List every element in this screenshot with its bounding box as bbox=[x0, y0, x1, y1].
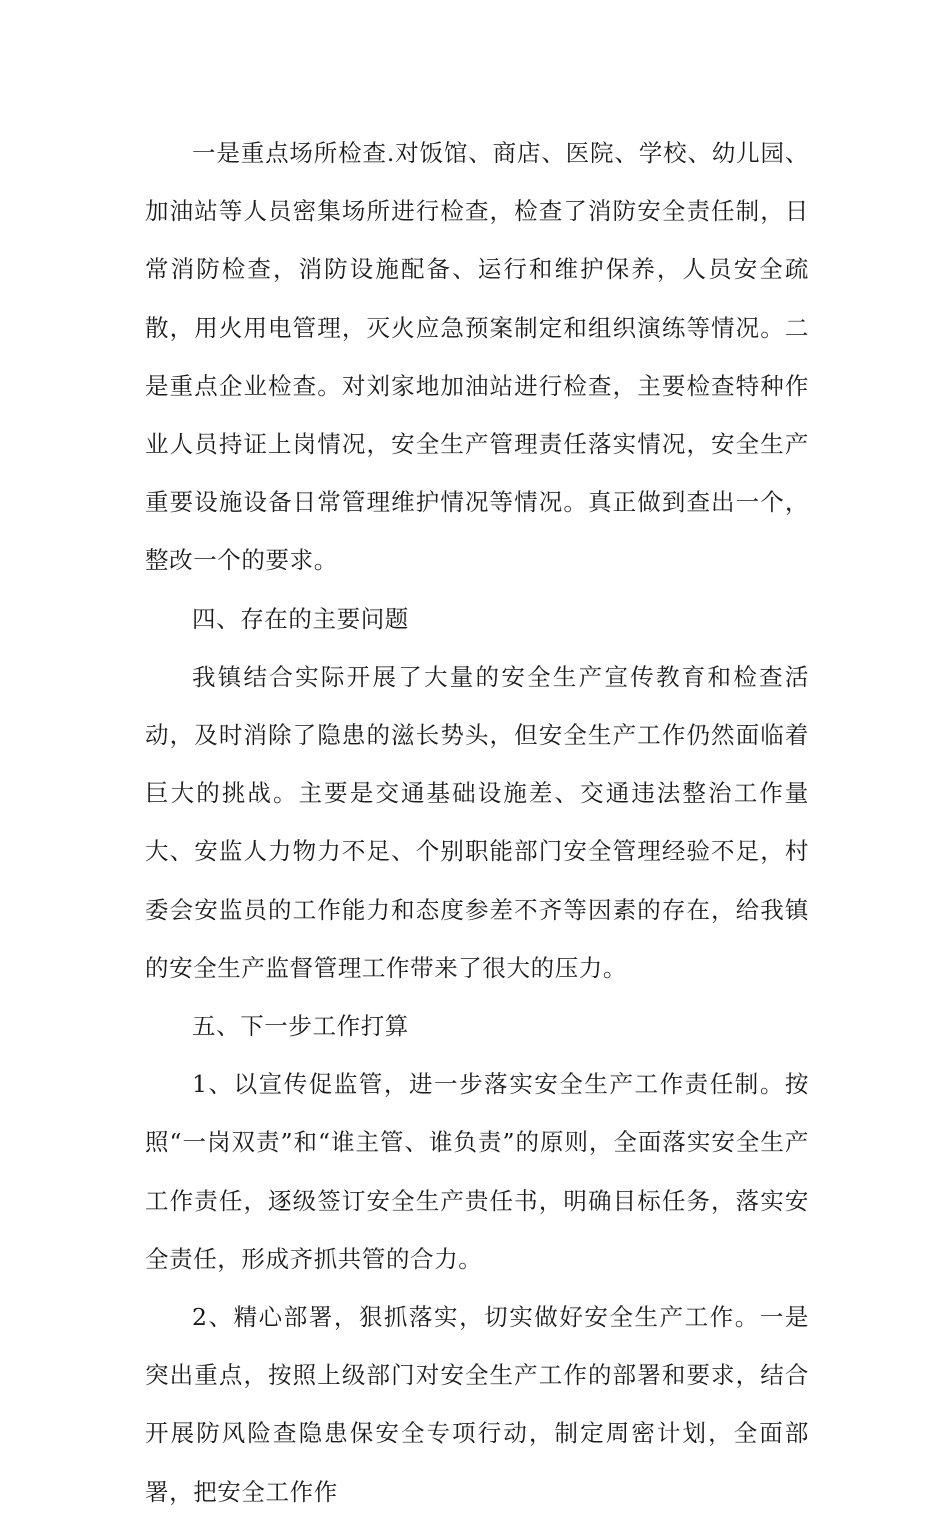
paragraph-next-step-1: 1、以宣传促监管，进一步落实安全生产工作责任制。按照“一岗双责”和“谁主管、谁负责”的原则，全面落实安全生产工作责任，逐级签订安全生产贵任书，明确目标任务，落实安全责任，形成齐抓共管的合力。 bbox=[145, 1070, 809, 1273]
section-heading-next-steps: 五、下一步工作打算 bbox=[192, 1012, 409, 1041]
paragraph-key-site-inspection: 一是重点场所检查.对饭馆、商店、医院、学校、幼儿园、加油站等人员密集场所进行检查，检查了消防安全责任制，日常消防检查，消防设施配备、运行和维护保养，人员安全疏散，用火用电管理，灭火应急预案制定和组织演练等情况。二是重点企业检查。对刘家地加油站进行检查，主要检查特种作业人员持证上岗情况，安全生产管理责任落实情况，安全生产重要设施设备日常管理维护情况等情况。真正做到查出一个，整改一个的要求。 bbox=[145, 139, 809, 575]
section-heading-main-problems: 四、存在的主要问题 bbox=[192, 604, 409, 633]
paragraph-next-step-2: 2、精心部署，狠抓落实，切实做好安全生产工作。一是突出重点，按照上级部门对安全生产工作的部署和要求，结合开展防风险查隐患保安全专项行动，制定周密计划，全面部署，把安全工作作 bbox=[145, 1303, 809, 1506]
document-page bbox=[145, 124, 809, 1521]
paragraph-main-problems: 我镇结合实际开展了大量的安全生产宣传教育和检查活动，及时消除了隐患的滋长势头，但安全生产工作仍然面临着巨大的挑战。主要是交通基础设施差、交通违法整治工作量大、安监人力物力不足、个别职能部门安全管理经验不足，村委会安监员的工作能力和态度参差不齐等因素的存在，给我镇的安全生产监督管理工作带来了很大的压力。 bbox=[145, 662, 809, 982]
